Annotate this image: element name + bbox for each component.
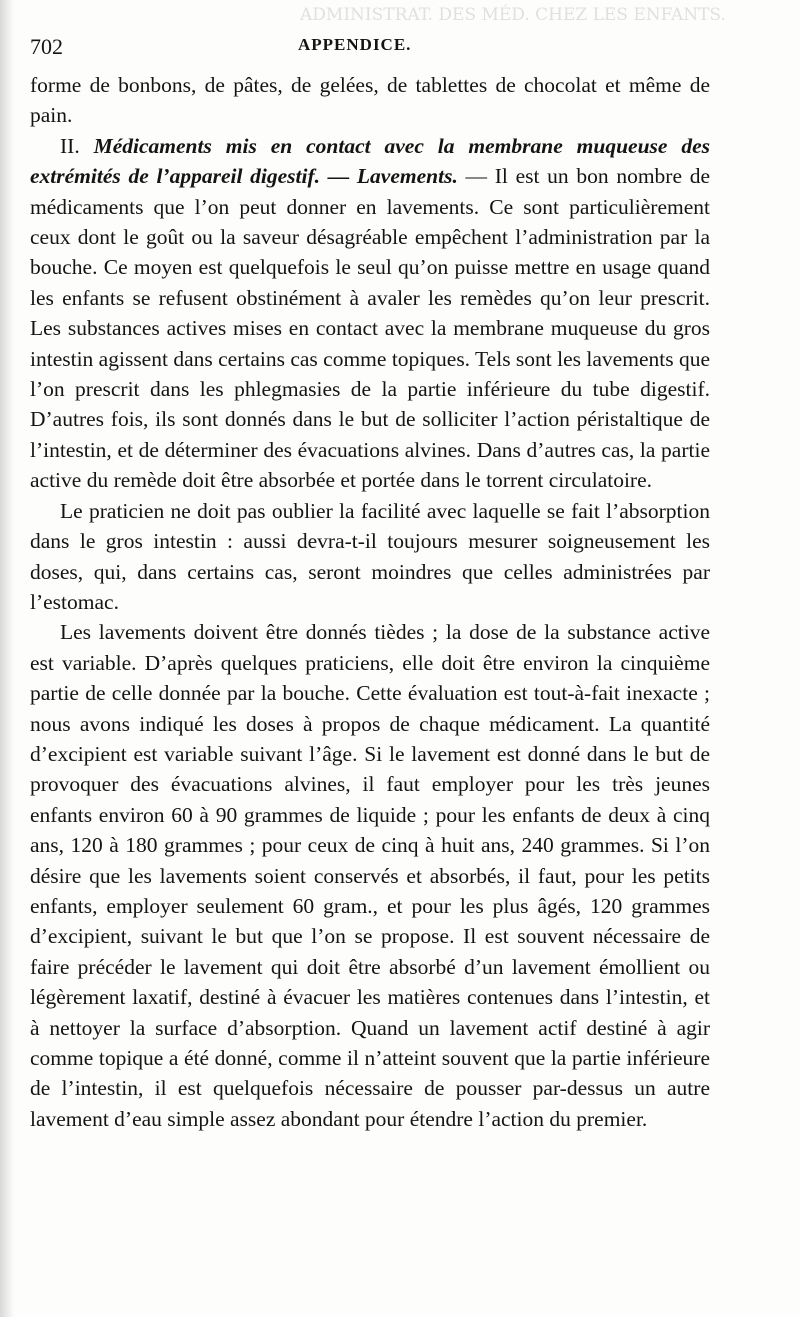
paragraph-text: Les lavements doivent être donnés tièdes ; la dose de la substance active est variable. D’après quelques praticiens, elle doit être environ la cinquième partie de celle donnée par la bouche. Cette évaluation est tout-à-fait inexacte ; nous avons indiqué les doses à propos de chaque médicament. La quantité d’excipient est variable suivant l’âge. Si le lavement est donné dans le but de provoquer des évacuations alvines, il faut employer pour les très jeunes enfants environ 60 à 90 grammes de liquide ; pour les enfants de deux à cinq ans, 120 à 180 grammes ; pour ceux de cinq à huit ans, 240 grammes. Si l’on désire que les lavements soient conservés et absorbés, il faut, pour les petits enfants, employer seulement 60 gram., et pour les plus âgés, 120 grammes d’excipient, suivant le but que l’on se propose. Il est souvent nécessaire de faire précéder le lavement qui doit être absorbé d’un lavement émollient ou légèrement laxatif, destiné à évacuer les matières contenues dans l’intestin, et à nettoyer la surface d’absorption. Quand un lavement actif destiné à agir comme topique a été donné, comme il n’atteint souvent que la partie inférieure de l’intestin, il est quelquefois nécessaire de pousser par-dessus un autre lavement d’eau simple assez abondant pour étendre l’action du premier.	[30, 620, 710, 1131]
paragraph-text: forme de bonbons, de pâtes, de gelées, de tablettes de chocolat et même de pain.	[30, 73, 710, 128]
paragraph-continuation	[30, 70, 710, 131]
bleed-through-text: ADMINISTRAT. DES MÉD. CHEZ LES ENFANTS.	[300, 5, 726, 25]
section-number: II.	[60, 133, 80, 158]
paragraph-text: — Il est un bon nombre de médicaments que l’on peut donner en lavements. Ce sont particulièrement ceux dont le goût ou la saveur désagréable empêchent l’administration par la bouche. Ce moyen est quelquefois le seul qu’on puisse mettre en usage quand les enfants se refusent obstinément à avaler les remèdes qu’on leur prescrit. Les substances actives mises en contact avec la membrane muqueuse du gros intestin agissent dans certains cas comme topiques. Tels sont les lavements que l’on prescrit dans les phlegmasies de la partie inférieure du tube digestif. D’autres fois, ils sont donnés dans le but de solliciter l’action péristaltique de l’intestin, et de déterminer des évacuations alvines. Dans d’autres cas, la partie active du remède doit être absorbée et portée dans le torrent circulatoire.	[30, 164, 710, 493]
paragraph-absorption	[30, 496, 710, 618]
page-number: 702	[30, 34, 63, 59]
paragraph-text: Le praticien ne doit pas oublier la facilité avec laquelle se fait l’absorption dans le gros intestin : aussi devra-t-il toujours mesurer soigneusement les doses, qui, dans certains cas, seront moindres que celles administrées par l’estomac.	[30, 498, 710, 614]
page-edge-shadow	[0, 0, 14, 1317]
paragraph-doses	[30, 617, 710, 1134]
body-text	[30, 70, 710, 1134]
page-header	[30, 34, 720, 62]
section-heading: Médicaments mis en contact avec la membrane muqueuse des extrémités de l’appareil digestif. — Lavements.	[30, 133, 710, 189]
running-head: APPENDICE.	[298, 35, 412, 54]
paragraph-section-ii	[30, 131, 710, 496]
